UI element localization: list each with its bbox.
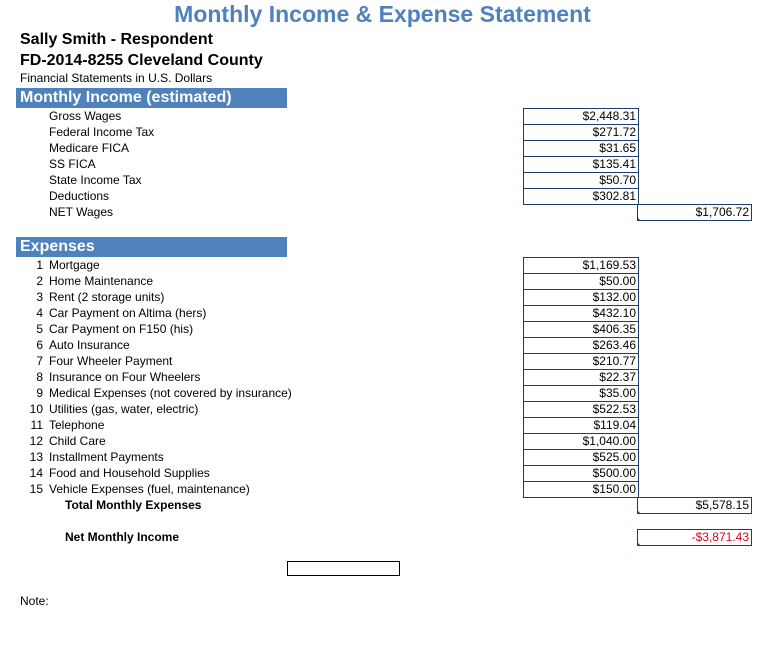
expense-label: Food and Household Supplies bbox=[49, 466, 210, 480]
expenses-section-header: Expenses bbox=[16, 237, 287, 257]
expense-row bbox=[0, 385, 781, 401]
expense-value-cell[interactable]: $132.00 bbox=[523, 289, 639, 305]
expense-value-cell[interactable]: $50.00 bbox=[523, 273, 639, 289]
income-section-header: Monthly Income (estimated) bbox=[16, 88, 287, 108]
expense-number: 5 bbox=[36, 322, 43, 336]
empty-input-cell[interactable] bbox=[287, 561, 400, 576]
expense-label: Telephone bbox=[49, 418, 105, 432]
net-monthly-income-label: Net Monthly Income bbox=[65, 530, 180, 544]
income-label: SS FICA bbox=[49, 157, 96, 171]
expense-value-cell[interactable]: $525.00 bbox=[523, 449, 639, 465]
expense-number: 15 bbox=[29, 482, 43, 496]
expense-row bbox=[0, 305, 781, 321]
income-label: Gross Wages bbox=[49, 109, 122, 123]
expense-value-cell[interactable]: $500.00 bbox=[523, 465, 639, 481]
expense-row bbox=[0, 449, 781, 465]
expense-number: 4 bbox=[36, 306, 43, 320]
expense-row bbox=[0, 465, 781, 481]
expense-number: 7 bbox=[36, 354, 43, 368]
expense-row bbox=[0, 369, 781, 385]
expense-value-cell[interactable]: $210.77 bbox=[523, 353, 639, 369]
expense-label: Home Maintenance bbox=[49, 274, 154, 288]
expense-row bbox=[0, 401, 781, 417]
expense-label: Mortgage bbox=[49, 258, 100, 272]
expense-label: Vehicle Expenses (fuel, maintenance) bbox=[49, 482, 250, 496]
expense-row bbox=[0, 433, 781, 449]
expense-value-cell[interactable]: $1,040.00 bbox=[523, 433, 639, 449]
expense-number: 12 bbox=[29, 434, 43, 448]
income-value-cell[interactable]: $50.70 bbox=[523, 172, 639, 188]
expense-row bbox=[0, 481, 781, 497]
expense-label: Four Wheeler Payment bbox=[49, 354, 173, 368]
expense-row bbox=[0, 321, 781, 337]
expense-label: Car Payment on F150 (his) bbox=[49, 322, 194, 336]
expense-number: 2 bbox=[36, 274, 43, 288]
net-monthly-income-value-cell[interactable]: -$3,871.43 bbox=[637, 529, 752, 546]
income-label: Deductions bbox=[49, 189, 110, 203]
income-value-cell[interactable]: $135.41 bbox=[523, 156, 639, 172]
expense-number: 10 bbox=[29, 402, 43, 416]
expense-value-cell[interactable]: $119.04 bbox=[523, 417, 639, 433]
expense-number: 8 bbox=[36, 370, 43, 384]
net-wages-label: NET Wages bbox=[49, 205, 114, 219]
expense-number: 1 bbox=[36, 258, 43, 272]
expense-label: Auto Insurance bbox=[49, 338, 130, 352]
expense-label: Child Care bbox=[49, 434, 106, 448]
expense-value-cell[interactable]: $22.37 bbox=[523, 369, 639, 385]
income-row bbox=[0, 172, 781, 188]
expense-value-cell[interactable]: $406.35 bbox=[523, 321, 639, 337]
income-value-cell[interactable]: $302.81 bbox=[523, 188, 639, 205]
expense-value-cell[interactable]: $150.00 bbox=[523, 481, 639, 498]
expense-label: Medical Expenses (not covered by insurance) bbox=[49, 386, 292, 400]
income-row bbox=[0, 156, 781, 172]
income-label: Medicare FICA bbox=[49, 141, 130, 155]
expense-row bbox=[0, 353, 781, 369]
expense-number: 6 bbox=[36, 338, 43, 352]
expense-row bbox=[0, 337, 781, 353]
expense-label: Car Payment on Altima (hers) bbox=[49, 306, 207, 320]
income-value-cell[interactable]: $2,448.31 bbox=[523, 108, 639, 124]
expense-number: 13 bbox=[29, 450, 43, 464]
expense-number: 9 bbox=[36, 386, 43, 400]
expense-number: 11 bbox=[30, 418, 43, 432]
expense-value-cell[interactable]: $35.00 bbox=[523, 385, 639, 401]
income-value-cell[interactable]: $271.72 bbox=[523, 124, 639, 140]
expense-row bbox=[0, 417, 781, 433]
expense-label: Utilities (gas, water, electric) bbox=[49, 402, 199, 416]
income-row bbox=[0, 188, 781, 204]
expense-value-cell[interactable]: $522.53 bbox=[523, 401, 639, 417]
expense-value-cell[interactable]: $263.46 bbox=[523, 337, 639, 353]
page-title: Monthly Income & Expense Statement bbox=[174, 1, 591, 27]
note-label: Note: bbox=[20, 594, 49, 608]
expense-label: Rent (2 storage units) bbox=[49, 290, 165, 304]
currency-note: Financial Statements in U.S. Dollars bbox=[20, 71, 213, 85]
expense-label: Insurance on Four Wheelers bbox=[49, 370, 201, 384]
total-expenses-value-cell[interactable]: $5,578.15 bbox=[637, 497, 752, 514]
income-row bbox=[0, 140, 781, 156]
income-label: State Income Tax bbox=[49, 173, 142, 187]
income-row bbox=[0, 108, 781, 124]
expense-row bbox=[0, 257, 781, 273]
expense-number: 14 bbox=[29, 466, 43, 480]
respondent-name: Sally Smith - Respondent bbox=[20, 31, 213, 48]
total-expenses-label: Total Monthly Expenses bbox=[65, 498, 202, 512]
expense-value-cell[interactable]: $1,169.53 bbox=[523, 257, 639, 273]
expense-row bbox=[0, 289, 781, 305]
expense-value-cell[interactable]: $432.10 bbox=[523, 305, 639, 321]
net-wages-value-cell[interactable]: $1,706.72 bbox=[637, 204, 752, 221]
expense-number: 3 bbox=[36, 290, 43, 304]
expense-label: Installment Payments bbox=[49, 450, 164, 464]
case-number: FD-2014-8255 Cleveland County bbox=[20, 52, 263, 69]
income-row bbox=[0, 124, 781, 140]
income-label: Federal Income Tax bbox=[49, 125, 155, 139]
income-value-cell[interactable]: $31.65 bbox=[523, 140, 639, 156]
expense-row bbox=[0, 273, 781, 289]
